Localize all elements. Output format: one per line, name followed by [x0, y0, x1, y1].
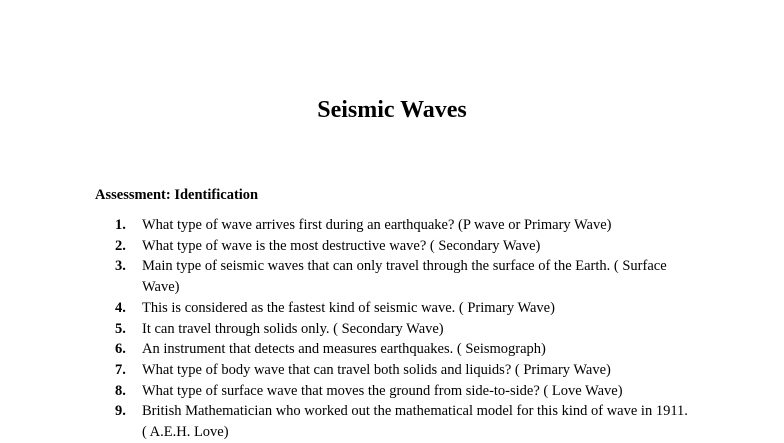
question-number: 9.: [115, 403, 126, 420]
question-number: 4.: [115, 299, 126, 316]
question-text: What type of wave arrives first during an earthquake? (P wave or Primary Wave): [142, 217, 612, 233]
list-item: [0, 256, 784, 297]
question-text: It can travel through solids only. ( Secondary Wave): [142, 320, 444, 337]
question-number: 1.: [115, 217, 126, 233]
question-number: 5.: [115, 320, 126, 337]
question-number: 6.: [115, 341, 126, 358]
document-title: Seismic Waves: [317, 97, 467, 123]
question-text: Main type of seismic waves that can only travel through the surface of the Earth. ( Surface Wave): [142, 258, 667, 296]
list-item: [0, 236, 784, 257]
question-text: An instrument that detects and measures earthquakes. ( Seismograph): [142, 341, 546, 358]
question-text: What type of wave is the most destructive wave? ( Secondary Wave): [142, 237, 541, 254]
section-heading: Assessment: Identification: [95, 187, 259, 203]
question-text: This is considered as the fastest kind of seismic wave. ( Primary Wave): [142, 299, 555, 316]
list-item: [0, 298, 784, 319]
list-item: [0, 319, 784, 340]
list-item: [0, 381, 784, 402]
question-number: 7.: [115, 361, 126, 378]
question-text: What type of body wave that can travel both solids and liquids? ( Primary Wave): [142, 361, 611, 378]
list-item: [0, 401, 784, 442]
question-text: What type of surface wave that moves the ground from side-to-side? ( Love Wave): [142, 382, 623, 399]
question-text: British Mathematician who worked out the mathematical model for this kind of wave in 1911. ( A.E.H. Love): [142, 403, 688, 441]
question-list: [0, 215, 784, 443]
question-number: 2.: [115, 237, 126, 254]
question-number: 3.: [115, 258, 126, 275]
question-number: 8.: [115, 382, 126, 399]
list-item: [0, 215, 784, 236]
list-item: [0, 360, 784, 381]
list-item: [0, 339, 784, 360]
